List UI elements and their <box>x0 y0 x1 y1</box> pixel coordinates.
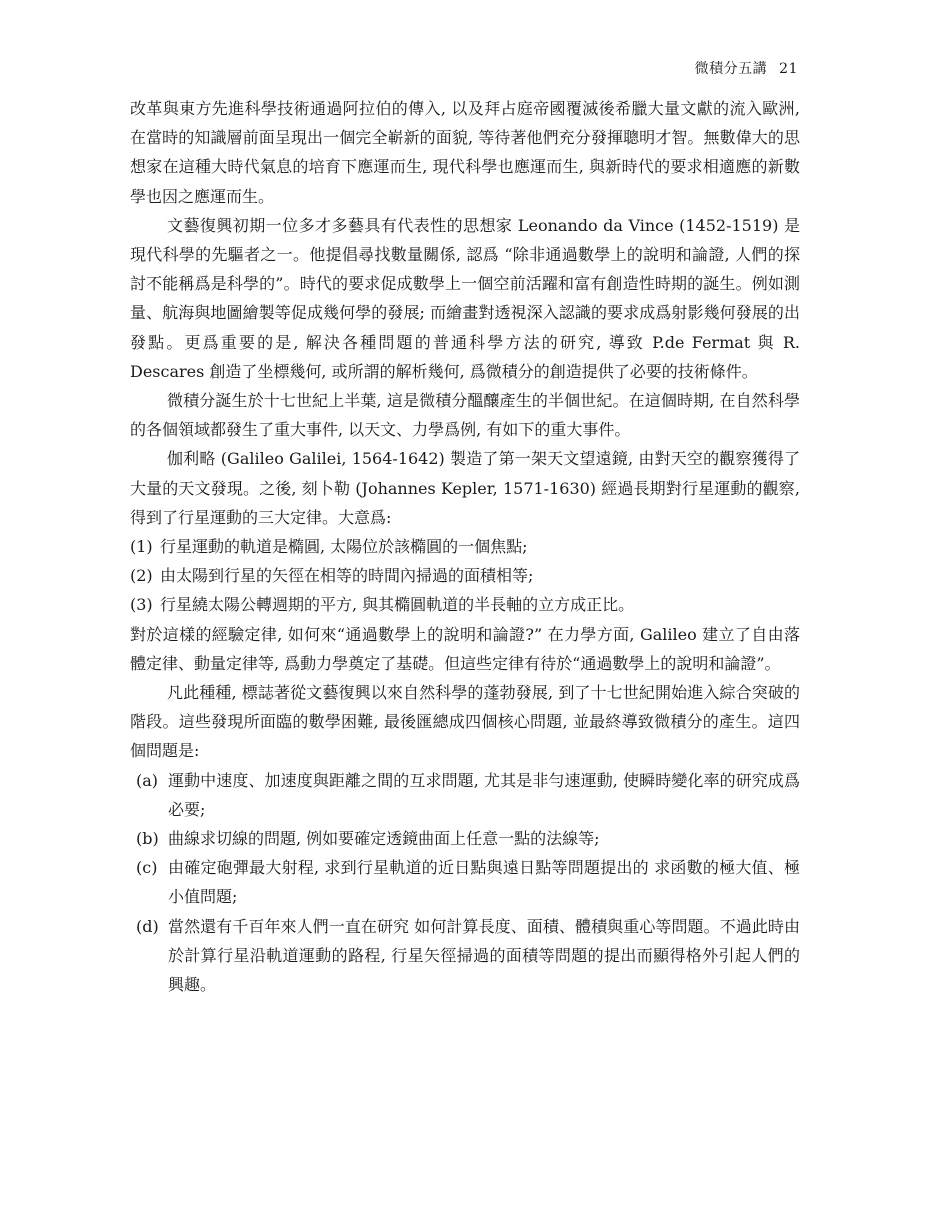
paragraph-2: 文藝復興初期一位多才多藝具有代表性的思想家 Leonando da Vince (1452-1519) 是現代科學的先驅者之一。他提倡尋找數量關係, 認爲 “除非通過數學上的說明和論證, 人們的探討不能稱爲是科學的”。時代的要求促成數學上一個空前活躍和富有創造性時期的誕生。例如測量、航海與地圖繪製等促成幾何學的發展; 而繪畫對透視深入認識的要求成爲射影幾何發展的出發點。更爲重要的是, 解決各種問題的普通科學方法的研究, 導致 P.de Fermat 與 R. Descares 創造了坐標幾何, 或所謂的解析幾何, 爲微積分的創造提供了必要的技術條件。 <box>130 215 800 381</box>
list-item-text: 行星運動的軌道是橢圓, 太陽位於該橢圓的一個焦點; <box>160 537 528 557</box>
kepler-laws-list <box>130 532 800 620</box>
list-item-number: (1) <box>130 537 153 557</box>
list-item <box>130 853 800 911</box>
core-problems-list <box>130 766 800 1000</box>
list-item <box>130 590 800 619</box>
list-item-number: (3) <box>130 595 153 615</box>
list-item-text: 行星繞太陽公轉週期的平方, 與其橢圓軌道的半長軸的立方成正比。 <box>160 595 635 615</box>
body-text <box>130 94 800 999</box>
paragraph-5: 對於這樣的經驗定律, 如何來“通過數學上的說明和論證?” 在力學方面, Galileo 建立了自由落體定律、動量定律等, 爲動力學奠定了基礎。但這些定律有待於“通過數學上的說明和論證”。 <box>130 624 800 673</box>
list-item-number: (a) <box>136 770 159 790</box>
list-item <box>130 824 800 853</box>
list-item-text: 運動中速度、加速度與距離之間的互求問題, 尤其是非勻速運動, 使瞬時變化率的研究成爲必要; <box>168 770 800 819</box>
list-item-text: 由確定砲彈最大射程, 求到行星軌道的近日點與遠日點等問題提出的 求函數的極大值、極小值問題; <box>168 858 800 907</box>
list-item-number: (c) <box>136 858 158 878</box>
paragraph-3: 微積分誕生於十七世紀上半葉, 這是微積分醞釀產生的半個世紀。在這個時期, 在自然科學的各個領域都發生了重大事件, 以天文、力學爲例, 有如下的重大事件。 <box>130 391 800 440</box>
running-header <box>695 58 798 78</box>
list-item <box>130 532 800 561</box>
list-item-text: 當然還有千百年來人們一直在研究 如何計算長度、面積、體積與重心等問題。不過此時由於計算行星沿軌道運動的路程, 行星矢徑掃過的面積等問題的提出而顯得格外引起人們的興趣。 <box>168 916 800 995</box>
list-item-text: 曲線求切線的問題, 例如要確定透鏡曲面上任意一點的法線等; <box>168 829 600 849</box>
paragraph-1: 改革與東方先進科學技術通過阿拉伯的傳入, 以及拜占庭帝國覆滅後希臘大量文獻的流入歐洲, 在當時的知識層前面呈現出一個完全嶄新的面貌, 等待著他們充分發揮聰明才智。無數偉大的思想家在這種大時代氣息的培育下應運而生, 現代科學也應運而生, 與新時代的要求相適應的新數學也因之應運而生。 <box>130 99 800 206</box>
paragraph-4: 伽利略 (Galileo Galilei, 1564-1642) 製造了第一架天文望遠鏡, 由對天空的觀察獲得了大量的天文發現。之後, 刻卜勒 (Johannes Kepler, 1571-1630) 經過長期對行星運動的觀察, 得到了行星運動的三大定律。大意爲: <box>130 449 800 527</box>
list-item-number: (d) <box>136 916 159 936</box>
page-number: 21 <box>779 61 798 77</box>
list-item-number: (b) <box>136 829 159 849</box>
book-title: 微積分五講 <box>694 61 768 77</box>
list-item-number: (2) <box>130 566 153 586</box>
paragraph-6: 凡此種種, 標誌著從文藝復興以來自然科學的蓬勃發展, 到了十七世紀開始進入綜合突破的階段。這些發現所面臨的數學困難, 最後匯總成四個核心問題, 並最終導致微積分的產生。這四個問題是: <box>130 683 800 761</box>
list-item <box>130 912 800 1000</box>
list-item <box>130 766 800 824</box>
list-item-text: 由太陽到行星的矢徑在相等的時間內掃過的面積相等; <box>160 566 534 586</box>
list-item <box>130 561 800 590</box>
